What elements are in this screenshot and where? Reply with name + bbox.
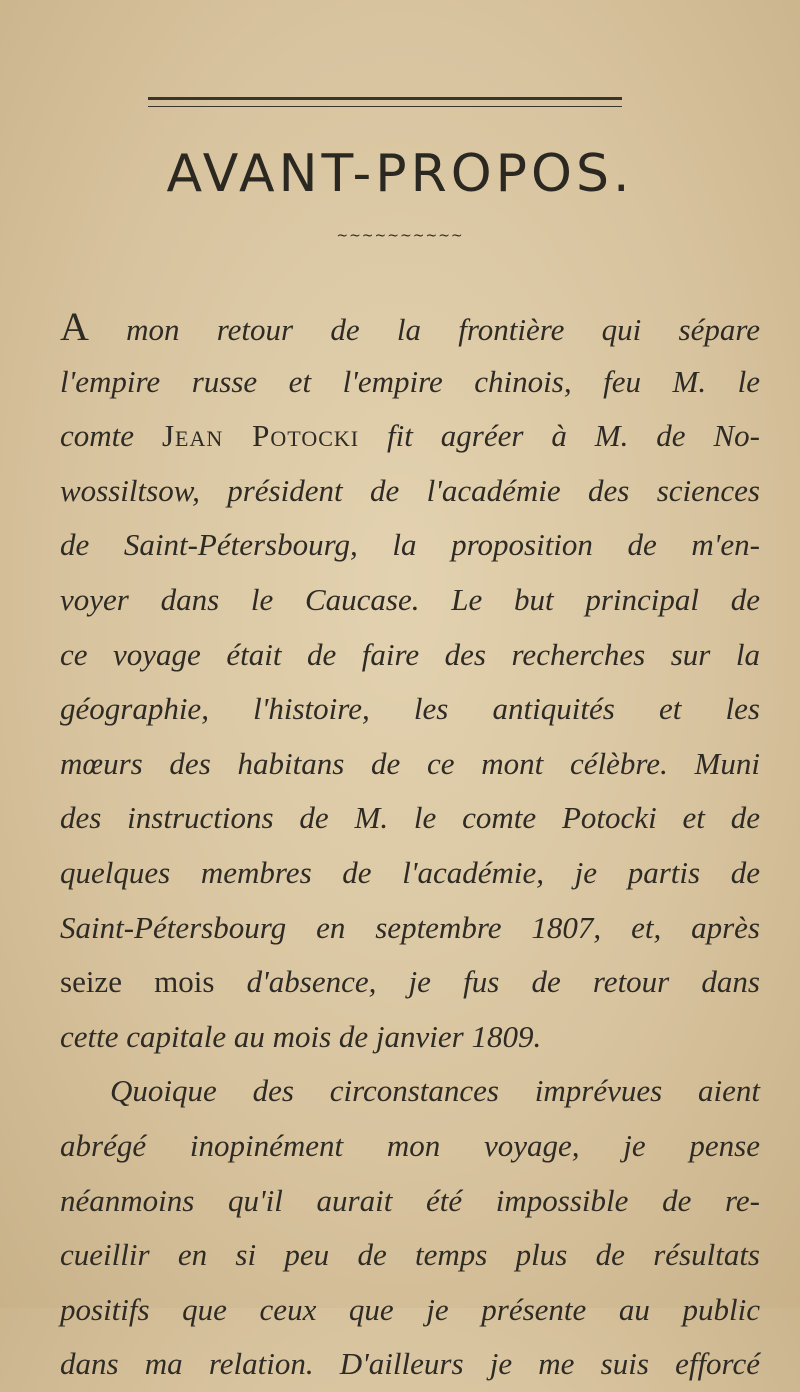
page-title: AVANT-PROPOS.: [166, 144, 634, 204]
text-line: Saint-Pétersbourg en septembre 1807, et, après: [60, 909, 760, 945]
text-line: l'empire russe et l'empire chinois, feu M. le: [60, 363, 760, 399]
text-line: seize mois d'absence, je fus de retour dans: [60, 964, 760, 1000]
text-line: positifs que ceux que je présente au public: [60, 1291, 760, 1327]
text-line: wossiltsow, président de l'académie des sciences: [60, 472, 760, 508]
text-line: voyer dans le Caucase. Le but principal de: [60, 581, 760, 617]
text-line: A mon retour de la frontière qui sépare: [60, 304, 760, 349]
text-line: cette capitale au mois de janvier 1809.: [60, 1018, 542, 1054]
text-line: ce voyage était de faire des recherches sur la: [60, 636, 760, 672]
text-line: abrégé inopinément mon voyage, je pense: [60, 1127, 760, 1163]
author-name: Jean Potocki: [161, 418, 360, 454]
ornament-divider: ~~~~~~~~~~: [336, 228, 464, 244]
header-double-rule: [148, 97, 622, 107]
text-line: de Saint-Pétersbourg, la proposition de m'en-: [60, 527, 760, 563]
text-line: des instructions de M. le comte Potocki et de: [60, 800, 760, 836]
text-line: Quoique des circonstances imprévues aient: [110, 1073, 760, 1109]
body-text: [60, 300, 760, 1392]
text-line: dans ma relation. D'ailleurs je me suis efforcé: [60, 1346, 760, 1382]
text-line: quelques membres de l'académie, je partis de: [60, 854, 760, 890]
text-line: néanmoins qu'il aurait été impossible de re-: [60, 1182, 760, 1218]
text-line: mœurs des habitans de ce mont célèbre. Muni: [60, 745, 760, 781]
text-line: géographie, l'histoire, les antiquités et les: [60, 691, 760, 727]
drop-initial: A: [60, 304, 89, 349]
text-line: comte Jean Potocki fit agréer à M. de No-: [60, 418, 760, 454]
text-line: cueillir en si peu de temps plus de résultats: [60, 1237, 760, 1273]
